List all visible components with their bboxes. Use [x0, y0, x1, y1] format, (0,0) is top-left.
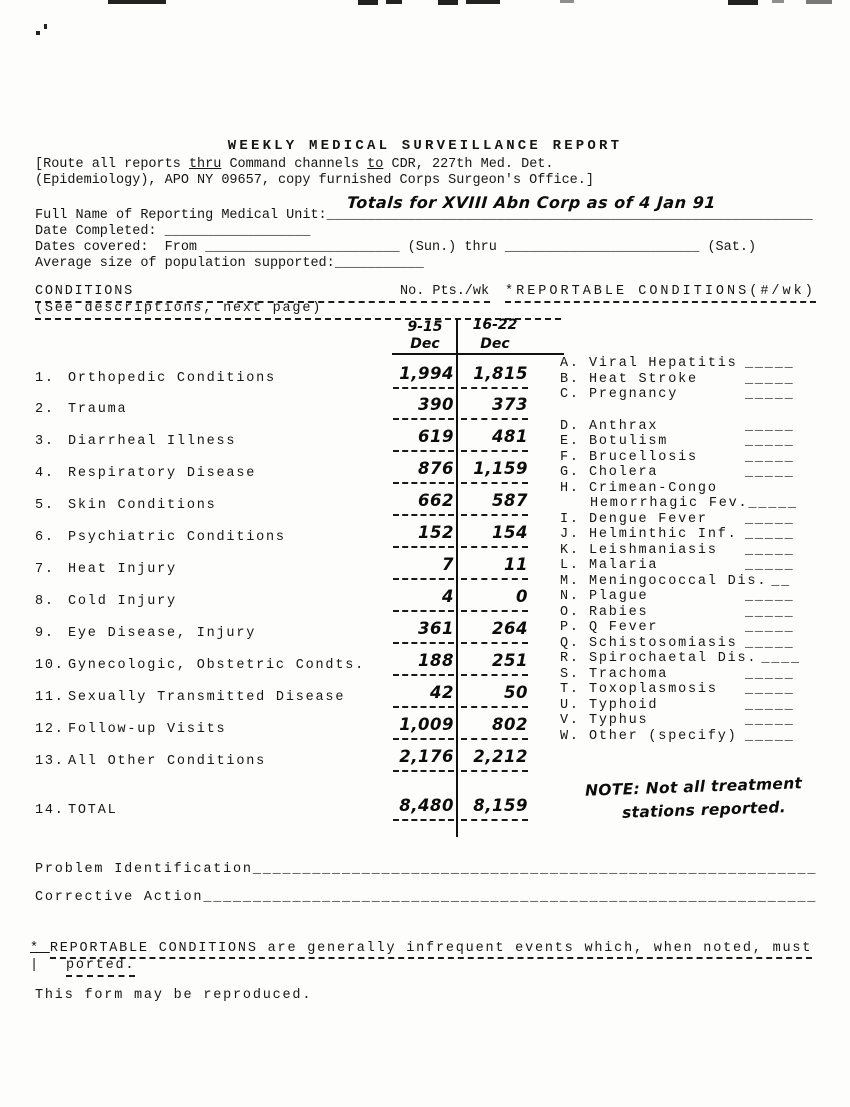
reportable-item-S	[560, 667, 818, 683]
condition-number: 6.	[35, 530, 55, 545]
condition-8-week2-value: 0	[461, 586, 528, 612]
date-completed-blank-field: __________________	[164, 224, 311, 239]
condition-row-5	[35, 498, 217, 514]
footnote-line2: ported.	[66, 958, 135, 977]
item-label: Schistosomiasis	[589, 636, 738, 651]
conditions-column-header: CONDITIONS	[35, 284, 395, 303]
scan-speck	[36, 31, 40, 35]
scan-artifact	[772, 0, 784, 3]
condition-row-10	[35, 658, 365, 674]
condition-8-week1-value: 4	[393, 586, 454, 612]
condition-number: 1.	[35, 371, 55, 386]
item-label: Plague	[589, 589, 649, 604]
reportable-item-V	[560, 713, 818, 729]
condition-4-week2-value: 1,159	[461, 458, 528, 484]
reportable-item-W	[560, 729, 818, 745]
item-label: Botulism	[589, 434, 669, 449]
item-label: Other (specify)	[589, 729, 738, 744]
condition-number: 4.	[35, 466, 55, 481]
item-label: Toxoplasmosis	[589, 682, 718, 697]
item-blank-field: _____	[745, 729, 795, 744]
item-blank-field: _____	[745, 543, 795, 558]
routing-instructions-line2: (Epidemiology), APO NY 09657, copy furnished Corps Surgeon's Office.]	[35, 173, 594, 188]
item-blank-field: _____	[745, 527, 795, 542]
reportable-item-J	[560, 527, 818, 543]
condition-label: Cold Injury	[68, 594, 177, 609]
reportable-item-E	[560, 434, 818, 450]
item-label: Meningococcal Dis.	[589, 574, 768, 589]
condition-10-week1-value: 188	[393, 650, 454, 676]
item-label: Heat Stroke	[589, 372, 698, 387]
route-text: Command channels	[221, 157, 368, 172]
condition-number: 10.	[35, 658, 65, 673]
item-label: Spirochaetal Dis.	[589, 651, 758, 666]
condition-label: Diarrheal Illness	[68, 434, 237, 449]
reportable-item-O	[560, 605, 818, 621]
sun-thru-label: (Sun.) thru	[399, 240, 505, 255]
condition-number: 2.	[35, 402, 55, 417]
item-letter: G.	[560, 465, 580, 480]
condition-label: Follow-up Visits	[68, 722, 227, 737]
item-blank-field: ____	[761, 651, 801, 666]
week2-date-range-header: 16-22	[472, 317, 518, 333]
scan-artifact	[728, 0, 758, 5]
report-title: WEEKLY MEDICAL SURVEILLANCE REPORT	[227, 138, 623, 154]
item-blank-field: _____	[745, 387, 795, 402]
reportable-conditions-column-header: *REPORTABLE CONDITIONS(#/wk)	[505, 284, 816, 303]
item-letter: D.	[560, 419, 580, 434]
reportable-item-F	[560, 450, 818, 466]
scan-speck	[44, 24, 47, 29]
reportable-item-B	[560, 372, 818, 388]
condition-label: Sexually Transmitted Disease	[68, 690, 346, 705]
item-letter: C.	[560, 387, 580, 402]
unit-name-blank-field: ____________________________________________________________	[326, 208, 813, 223]
item-label: Malaria	[589, 558, 659, 573]
condition-4-week1-value: 876	[393, 458, 454, 484]
item-label: Leishmaniasis	[589, 543, 718, 558]
sat-label: (Sat.)	[699, 240, 757, 255]
condition-12-week1-value: 1,009	[393, 714, 454, 740]
footnote-line1	[30, 941, 812, 957]
table-header-rule-line	[392, 353, 564, 355]
condition-6-week1-value: 152	[393, 522, 454, 548]
item-blank-field: _____	[745, 512, 795, 527]
condition-row-8	[35, 594, 177, 610]
see-descriptions-note: (See descriptions, next page)	[35, 301, 561, 320]
condition-3-week1-value: 619	[393, 426, 454, 452]
condition-row-14-total	[35, 803, 118, 819]
condition-row-13	[35, 754, 266, 770]
item-letter: I.	[560, 512, 580, 527]
condition-10-week2-value: 251	[461, 650, 528, 676]
item-label: Typhus	[589, 713, 649, 728]
dates-covered-label: Dates covered: From	[35, 240, 206, 255]
item-letter: T.	[560, 682, 580, 697]
item-label: Anthrax	[589, 419, 659, 434]
condition-label: Gynecologic, Obstetric Condts.	[68, 658, 366, 673]
population-blank-field: ___________	[334, 256, 424, 271]
problem-identification-label: Problem Identification	[35, 862, 253, 877]
condition-label: Psychiatric Conditions	[68, 530, 286, 545]
condition-1-week2-value: 1,815	[461, 363, 528, 389]
condition-5-week2-value: 587	[461, 490, 528, 516]
corrective-action-line	[35, 890, 817, 906]
condition-number: 9.	[35, 626, 55, 641]
item-label: Q Fever	[589, 620, 659, 635]
reportable-item-D	[560, 419, 818, 435]
route-thru-underlined: thru	[188, 157, 222, 172]
reportable-item-N	[560, 589, 818, 605]
item-letter: E.	[560, 434, 580, 449]
reportable-item-T	[560, 682, 818, 698]
problem-identification-line	[35, 862, 817, 878]
item-blank-field: _____	[745, 589, 795, 604]
item-blank-field: _____	[745, 450, 795, 465]
condition-11-week1-value: 42	[393, 682, 454, 708]
route-text: [Route all reports	[35, 157, 189, 172]
condition-label: Eye Disease, Injury	[68, 626, 257, 641]
condition-row-3	[35, 434, 236, 450]
item-blank-field: _____	[745, 605, 795, 620]
item-letter: H.	[560, 481, 580, 496]
item-blank-field: _____	[745, 465, 795, 480]
condition-7-week2-value: 11	[461, 554, 528, 580]
condition-label: Respiratory Disease	[68, 466, 257, 481]
population-label: Average size of population supported:	[35, 256, 335, 271]
item-blank-field: _____	[745, 434, 795, 449]
corrective-action-label: Corrective Action	[35, 890, 204, 905]
item-blank-field: __	[771, 574, 792, 589]
date-completed-line	[35, 224, 310, 240]
item-letter: K.	[560, 543, 580, 558]
condition-label: Orthopedic Conditions	[68, 371, 276, 386]
reportable-item-K	[560, 543, 818, 559]
condition-label: Trauma	[68, 402, 128, 417]
population-line	[35, 256, 424, 272]
item-letter: V.	[560, 713, 580, 728]
route-to-underlined: to	[367, 157, 384, 172]
reportable-item-M	[560, 574, 818, 590]
item-letter: N.	[560, 589, 580, 604]
condition-row-11	[35, 690, 345, 706]
unit-name-handwritten-value: Totals for XVIII Abn Corp as of 4 Jan 91	[346, 193, 717, 212]
reproduction-note: This form may be reproduced.	[35, 988, 313, 1003]
condition-row-12	[35, 722, 226, 738]
week1-date-range-header: 9-15	[407, 319, 443, 335]
footnote-margin-mark: |	[30, 958, 40, 973]
condition-number: 3.	[35, 434, 55, 449]
dates-covered-line	[35, 240, 756, 256]
condition-number: 8.	[35, 594, 55, 609]
item-letter: S.	[560, 667, 580, 682]
scan-artifact	[108, 0, 166, 4]
item-blank-field: _____	[745, 372, 795, 387]
condition-13-week2-value: 2,212	[461, 746, 528, 772]
unit-name-label: Full Name of Reporting Medical Unit:	[35, 208, 327, 223]
item-blank-field: _____	[745, 558, 795, 573]
handwritten-note-line2: stations reported.	[621, 798, 787, 822]
condition-7-week1-value: 7	[393, 554, 454, 580]
reportable-item-L	[560, 558, 818, 574]
item-letter: F.	[560, 450, 580, 465]
routing-instructions-line1	[35, 157, 554, 173]
date-completed-label: Date Completed:	[35, 224, 165, 239]
reportable-item-P	[560, 620, 818, 636]
item-label: Pregnancy	[589, 387, 679, 402]
item-letter: R.	[560, 651, 580, 666]
condition-6-week2-value: 154	[461, 522, 528, 548]
item-label-continued: Hemorrhagic Fev.	[590, 496, 749, 511]
item-label: Helminthic Inf.	[589, 527, 738, 542]
item-letter: L.	[560, 558, 580, 573]
item-blank-field: _____	[745, 419, 795, 434]
condition-row-7	[35, 562, 177, 578]
item-blank-field: _____	[745, 636, 795, 651]
condition-9-week1-value: 361	[393, 618, 454, 644]
item-label: Crimean-Congo	[589, 481, 718, 496]
condition-number: 13.	[35, 754, 65, 769]
scan-artifact	[386, 0, 402, 4]
condition-2-week1-value: 390	[393, 394, 454, 420]
condition-12-week2-value: 802	[461, 714, 528, 740]
reportable-item-Q	[560, 636, 818, 652]
item-letter: O.	[560, 605, 580, 620]
scan-artifact	[358, 0, 378, 5]
condition-9-week2-value: 264	[461, 618, 528, 644]
condition-label: Heat Injury	[68, 562, 177, 577]
handwritten-note-line1: NOTE: Not all treatment	[584, 774, 803, 800]
scan-artifact	[466, 0, 500, 4]
item-label: Trachoma	[589, 667, 669, 682]
condition-label: Skin Conditions	[68, 498, 217, 513]
condition-5-week1-value: 662	[393, 490, 454, 516]
condition-label: All Other Conditions	[68, 754, 267, 769]
total-week1-value: 8,480	[393, 795, 454, 821]
scan-artifact	[438, 0, 458, 5]
reportable-item-H	[560, 481, 818, 497]
item-blank-field: _____	[745, 667, 795, 682]
corrective-action-blank-field: ______________________________________________________________	[203, 890, 818, 905]
condition-label: TOTAL	[68, 803, 118, 818]
condition-11-week2-value: 50	[461, 682, 528, 708]
condition-row-1	[35, 371, 276, 387]
table-column-divider-line	[456, 319, 458, 837]
reportable-item-U	[560, 698, 818, 714]
item-blank-field: _____	[745, 356, 795, 371]
item-letter: W.	[560, 729, 580, 744]
condition-13-week1-value: 2,176	[393, 746, 454, 772]
footnote-asterisk: *	[30, 941, 50, 956]
scan-artifact	[560, 0, 574, 3]
reportable-item-I	[560, 512, 818, 528]
item-letter: Q.	[560, 636, 580, 651]
item-letter: B.	[560, 372, 580, 387]
item-blank-field: _____	[745, 713, 795, 728]
reportable-item-H-line2	[590, 496, 798, 512]
item-letter: A.	[560, 356, 580, 371]
item-blank-field: _____	[745, 698, 795, 713]
total-week2-value: 8,159	[461, 795, 528, 821]
from-date-blank-field: ________________________	[205, 240, 400, 255]
item-label: Rabies	[589, 605, 649, 620]
condition-row-4	[35, 466, 256, 482]
condition-2-week2-value: 373	[461, 394, 528, 420]
condition-1-week1-value: 1,994	[393, 363, 454, 389]
condition-3-week2-value: 481	[461, 426, 528, 452]
item-blank-field: _____	[745, 620, 795, 635]
route-text: CDR, 227th Med. Det.	[383, 157, 554, 172]
footnote-text: REPORTABLE CONDITIONS are generally infrequent events which, when noted, must	[50, 941, 812, 959]
scan-artifact	[806, 0, 832, 4]
item-letter: M.	[560, 574, 580, 589]
item-letter: P.	[560, 620, 580, 635]
item-label: Dengue Fever	[589, 512, 708, 527]
reportable-item-G	[560, 465, 818, 481]
reportable-item-C	[560, 387, 818, 403]
reportable-item-A	[560, 356, 818, 372]
condition-number: 11.	[35, 690, 65, 705]
condition-row-2	[35, 402, 127, 418]
item-letter: U.	[560, 698, 580, 713]
item-label: Brucellosis	[589, 450, 698, 465]
pts-per-week-column-header: No. Pts./wk	[400, 284, 490, 303]
condition-number: 7.	[35, 562, 55, 577]
item-label: Cholera	[589, 465, 659, 480]
condition-number: 14.	[35, 803, 65, 818]
item-label: Viral Hepatitis	[589, 356, 738, 371]
condition-row-9	[35, 626, 256, 642]
condition-number: 12.	[35, 722, 65, 737]
problem-identification-blank-field: _________________________________________________________	[252, 862, 818, 877]
condition-row-6	[35, 530, 286, 546]
week2-month-header: Dec	[480, 336, 510, 352]
condition-number: 5.	[35, 498, 55, 513]
week1-month-header: Dec	[410, 336, 440, 352]
item-blank-field: _____	[748, 496, 798, 511]
reportable-item-R	[560, 651, 818, 667]
thru-date-blank-field: ________________________	[504, 240, 700, 255]
item-blank-field: _____	[745, 682, 795, 697]
item-letter: J.	[560, 527, 580, 542]
item-label: Typhoid	[589, 698, 659, 713]
